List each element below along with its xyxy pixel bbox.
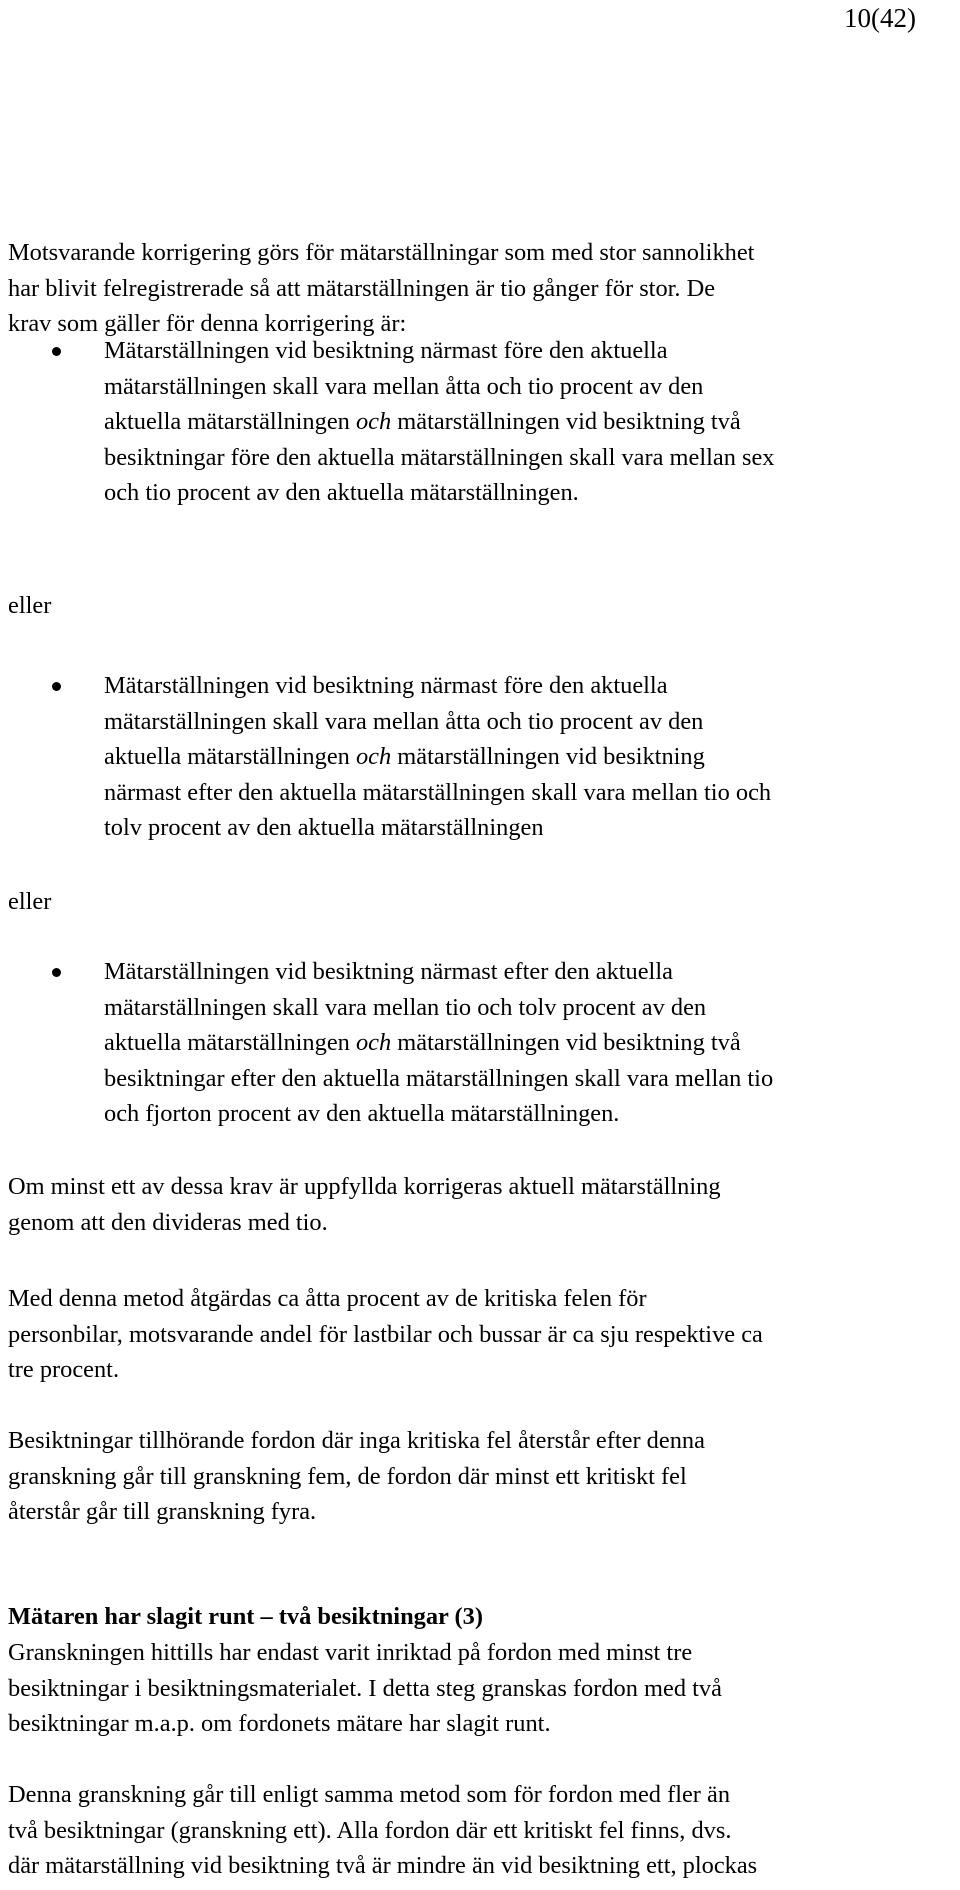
or-label: eller: [8, 888, 52, 915]
text-line: mätarställningen skall vara mellan åtta och tio procent av den: [104, 372, 704, 400]
text-line: har blivit felregistrerade så att mätarställningen är tio gånger för stor. De: [8, 274, 716, 302]
condition-paragraph: [8, 1169, 956, 1240]
text-line: och tio procent av den aktuella mätarställningen.: [104, 479, 579, 506]
text-line: Om minst ett av dessa krav är uppfyllda korrigeras aktuell mätarställning: [8, 1173, 721, 1200]
text-line: besiktningar m.a.p. om fordonets mätare har slagit runt.: [8, 1710, 551, 1737]
bullet-icon: [52, 968, 61, 977]
text-line: tolv procent av den aktuella mätarställningen: [104, 814, 544, 841]
text-line: aktuella mätarställningen och mätarställningen vid besiktning: [104, 743, 705, 770]
text-line: personbilar, motsvarande andel för lastbilar och bussar är ca sju respektive ca: [8, 1320, 763, 1348]
bullet-item-2: [104, 668, 956, 846]
bullet-item-1: [104, 333, 956, 511]
text-line: aktuella mätarställningen och mätarställningen vid besiktning två: [104, 1029, 741, 1056]
bullet-item-3: [104, 954, 956, 1132]
text-line: mätarställningen skall vara mellan tio och tolv procent av den: [104, 993, 707, 1021]
last-paragraph: [8, 1777, 956, 1884]
text-line: Besiktningar tillhörande fordon där inga kritiska fel återstår efter denna: [8, 1427, 705, 1454]
bullet-icon: [52, 682, 61, 691]
text-line: Denna granskning går till enligt samma metod som för fordon med fler än: [8, 1781, 731, 1808]
text-line: och fjorton procent av den aktuella mätarställningen.: [104, 1100, 620, 1127]
text-line: aktuella mätarställningen och mätarställningen vid besiktning två: [104, 408, 741, 435]
text-line: Mätarställningen vid besiktning närmast före den aktuella: [104, 337, 668, 364]
text-line: där mätarställning vid besiktning två är mindre än vid besiktning ett, plockas: [8, 1852, 758, 1879]
text-line: närmast efter den aktuella mätarställningen skall vara mellan tio och: [104, 778, 772, 806]
text-line: krav som gäller för denna korrigering är:: [8, 310, 407, 337]
or-label: eller: [8, 592, 52, 619]
text-line: Mätarställningen vid besiktning närmast efter den aktuella: [104, 958, 673, 985]
text-line: två besiktningar (granskning ett). Alla fordon där ett kritiskt fel finns, dvs.: [8, 1816, 732, 1844]
method-paragraph: [8, 1281, 956, 1388]
text-line: besiktningar efter den aktuella mätarställningen skall vara mellan tio: [104, 1064, 774, 1092]
text-line: Motsvarande korrigering görs för mätarställningar som med stor sannolikhet: [8, 239, 755, 266]
text-line: granskning går till granskning fem, de fordon där minst ett kritiskt fel: [8, 1462, 687, 1490]
text-line: besiktningar före den aktuella mätarställningen skall vara mellan sex: [104, 443, 775, 471]
bullet-icon: [52, 347, 61, 356]
text-line: genom att den divideras med tio.: [8, 1208, 328, 1236]
page-number: 10(42): [844, 3, 916, 33]
text-line: Mätarställningen vid besiktning närmast före den aktuella: [104, 672, 668, 699]
text-line: tre procent.: [8, 1356, 120, 1383]
remaining-paragraph: [8, 1423, 956, 1530]
text-line: återstår går till granskning fyra.: [8, 1498, 317, 1525]
text-line: mätarställningen skall vara mellan åtta och tio procent av den: [104, 707, 704, 735]
text-line: Med denna metod åtgärdas ca åtta procent av de kritiska felen för: [8, 1285, 647, 1312]
intro-paragraph: [8, 235, 956, 342]
section-heading: Mätaren har slagit runt – två besiktningar (3): [8, 1603, 483, 1630]
review-paragraph: [8, 1635, 956, 1742]
text-line: Granskningen hittills har endast varit inriktad på fordon med minst tre: [8, 1639, 693, 1666]
text-line: besiktningar i besiktningsmaterialet. I detta steg granskas fordon med två: [8, 1674, 722, 1702]
